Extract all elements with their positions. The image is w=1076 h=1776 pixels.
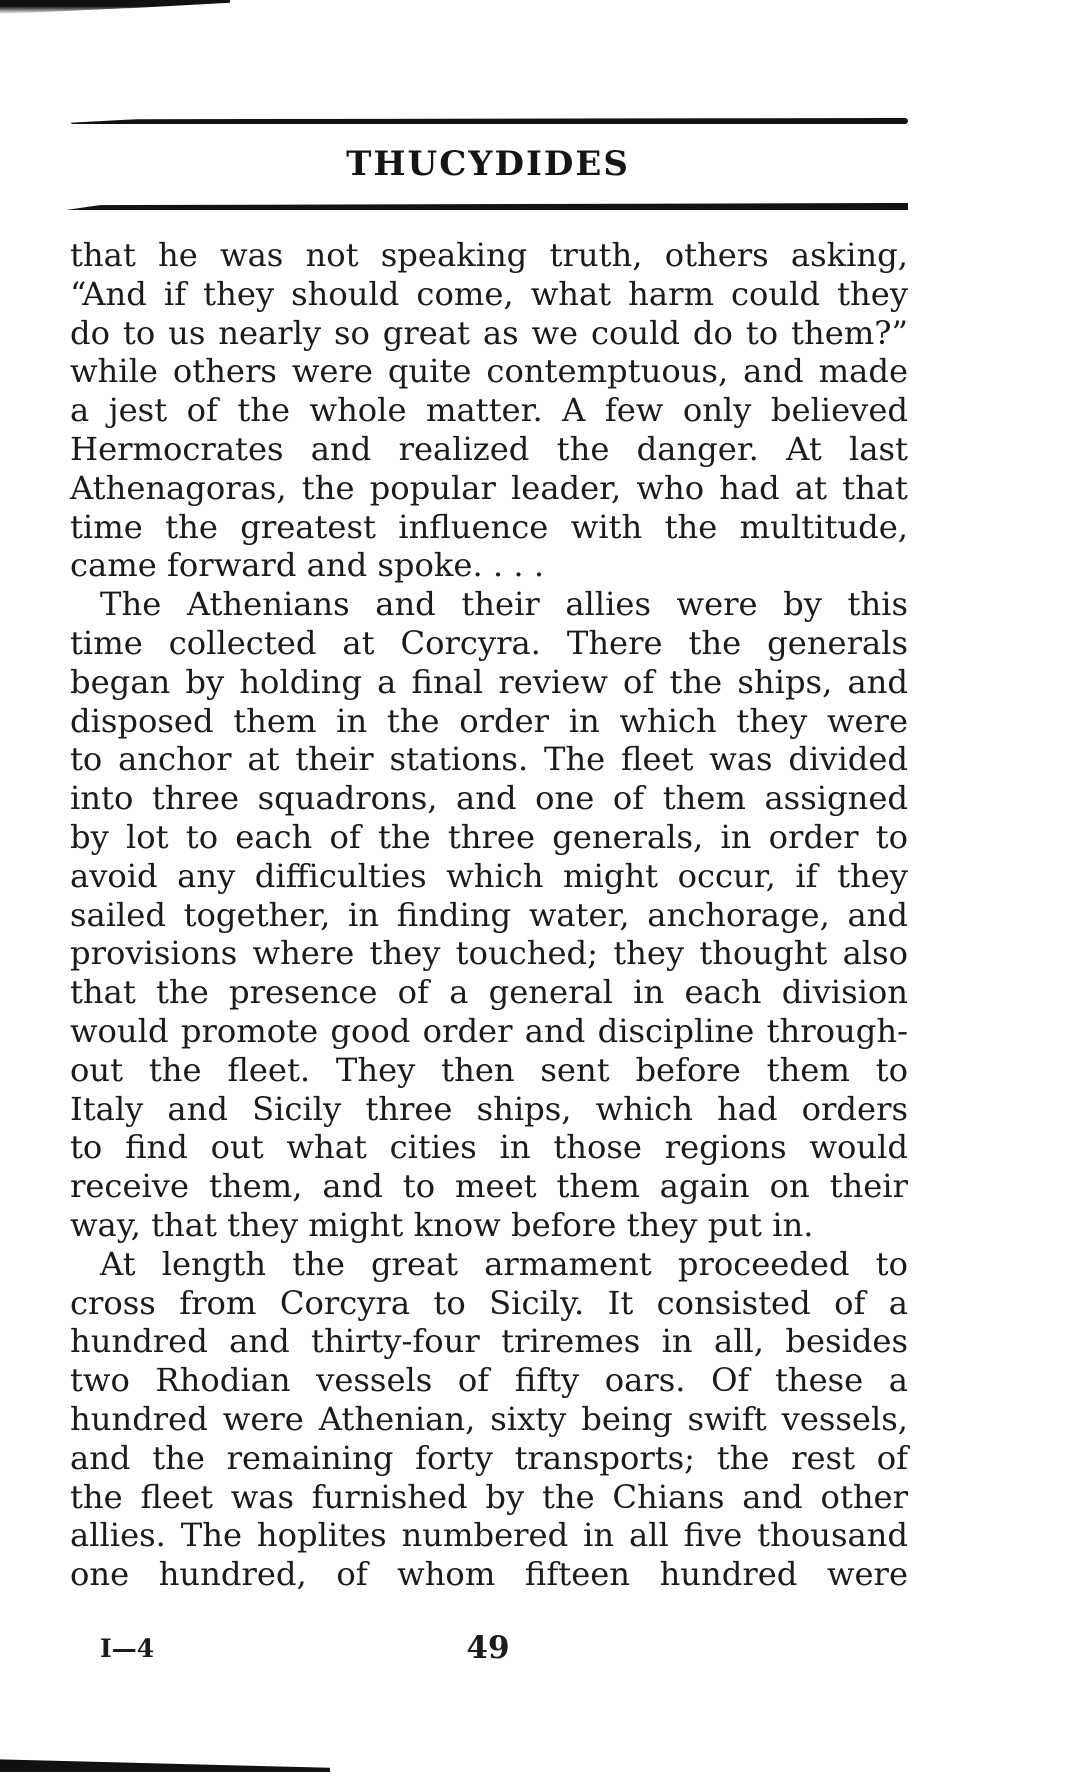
text-line: that he was not speaking truth, others asking,: [70, 236, 908, 274]
text-line: Italy and Sicily three ships, which had orders: [70, 1089, 908, 1128]
text-line: disposed them in the order in which they were: [70, 701, 908, 740]
text-line: time the greatest influence with the multitude,: [70, 507, 908, 546]
paragraph-start-line: At length the great armament proceeded to: [100, 1244, 908, 1283]
running-head-title: THUCYDIDES: [346, 144, 630, 184]
text-line: the fleet was furnished by the Chians and other: [70, 1477, 908, 1516]
text-line: Athenagoras, the popular leader, who had at that: [70, 468, 908, 507]
page-body-text: [70, 236, 908, 1594]
text-line: one hundred, of whom fifteen hundred were: [70, 1555, 908, 1594]
header-rule-bottom: [66, 203, 908, 210]
text-line: a jest of the whole matter. A few only believed: [70, 391, 908, 430]
text-line: hundred were Athenian, sixty being swift vessels,: [70, 1399, 908, 1438]
page-number: 49: [466, 1630, 510, 1666]
text-line: provisions where they touched; they thought also: [70, 934, 908, 973]
text-line: by lot to each of the three generals, in order to: [70, 817, 908, 856]
text-line: sailed together, in finding water, anchorage, and: [70, 895, 908, 934]
signature-mark: I—4: [100, 1634, 155, 1663]
scan-edge-mark-top: [0, 0, 230, 14]
text-line: two Rhodian vessels of fifty oars. Of these a: [70, 1361, 908, 1400]
scan-edge-mark-bottom: [0, 1758, 330, 1772]
text-line: “And if they should come, what harm could they: [70, 274, 908, 313]
text-line: cross from Corcyra to Sicily. It consisted of a: [70, 1283, 908, 1322]
text-line: receive them, and to meet them again on their: [70, 1167, 908, 1206]
text-line: began by holding a final review of the ships, and: [70, 662, 908, 701]
text-line: to find out what cities in those regions would: [70, 1128, 908, 1167]
text-line: out the fleet. They then sent before them to: [70, 1050, 908, 1089]
text-line: into three squadrons, and one of them assigned: [70, 779, 908, 818]
text-line: would promote good order and discipline through-: [70, 1011, 908, 1050]
text-line: to anchor at their stations. The fleet was divided: [70, 740, 908, 779]
text-line: allies. The hoplites numbered in all five thousand: [70, 1516, 908, 1555]
text-line: Hermocrates and realized the danger. At last: [70, 429, 908, 468]
text-line: time collected at Corcyra. There the generals: [70, 623, 908, 662]
paragraph-start-line: The Athenians and their allies were by this: [100, 585, 908, 624]
text-line: way, that they might know before they put in.: [70, 1205, 814, 1244]
text-line: avoid any difficulties which might occur, if they: [70, 856, 908, 895]
text-line: came forward and spoke. . . .: [70, 546, 545, 585]
text-line: that the presence of a general in each division: [70, 973, 908, 1012]
text-line: while others were quite contemptuous, and made: [70, 352, 908, 391]
header-rule-top: [70, 118, 908, 124]
text-line: hundred and thirty-four triremes in all, besides: [70, 1322, 908, 1361]
text-line: do to us nearly so great as we could do to them?”: [70, 313, 908, 352]
text-line: and the remaining forty transports; the rest of: [70, 1438, 908, 1477]
